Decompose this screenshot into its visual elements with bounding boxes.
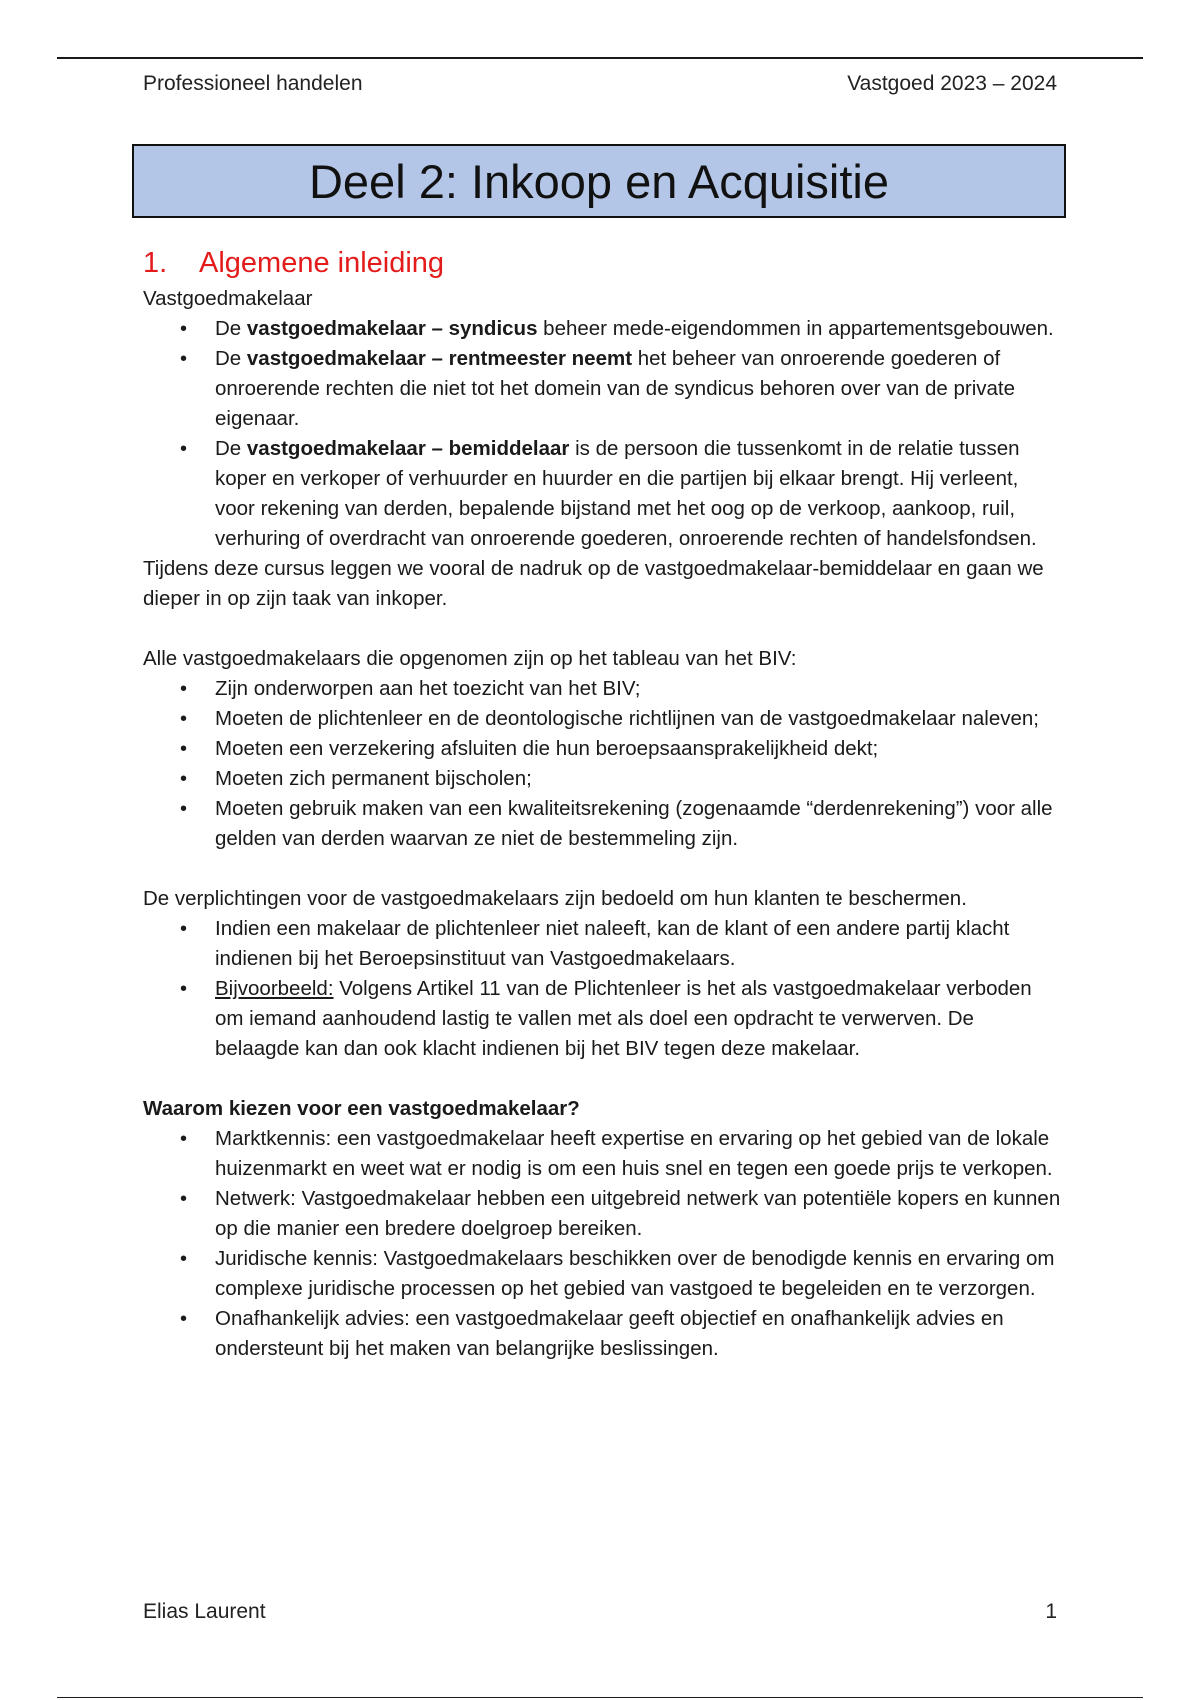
document-body xyxy=(143,244,1063,1364)
obligation-item: • Bijvoorbeeld: Volgens Artikel 11 van de Plichtenleer is het als vastgoedmakelaar verboden om iemand aanhoudend lastig te vallen met als doel een opdracht te verwerven. De belaagde kan dan ook klacht indienen bij het BIV tegen deze makelaar. xyxy=(215,974,1063,1064)
biv-item: • Moeten zich permanent bijscholen; xyxy=(215,764,1063,794)
header-rule xyxy=(57,57,1143,59)
why-item: • Marktkennis: een vastgoedmakelaar heeft expertise en ervaring op het gebied van de lokale huizenmarkt en weet wat er nodig is om een huis snel en tegen een goede prijs te verkopen. xyxy=(215,1124,1063,1184)
biv-item: • Moeten gebruik maken van een kwaliteitsrekening (zogenaamde “derdenrekening”) voor alle gelden van derden waarvan ze niet de bestemmeling zijn. xyxy=(215,794,1063,854)
role-item: • De vastgoedmakelaar – rentmeester neemt het beheer van onroerende goederen of onroerende rechten die niet tot het domein van de syndicus behoren over van de private eigenaar. xyxy=(215,344,1063,434)
biv-list xyxy=(143,674,1063,854)
page-number: 1 xyxy=(1045,1600,1057,1623)
roles-list xyxy=(143,314,1063,554)
obligations-intro: De verplichtingen voor de vastgoedmakelaars zijn bedoeld om hun klanten te beschermen. xyxy=(143,887,967,910)
footer-author: Elias Laurent xyxy=(143,1600,266,1623)
header-year: Vastgoed 2023 – 2024 xyxy=(847,72,1057,95)
obligation-item: • Indien een makelaar de plichtenleer niet naleeft, kan de klant of een andere partij klacht indienen bij het Beroepsinstituut van Vastgoedmakelaars. xyxy=(215,914,1063,974)
biv-item: • Moeten de plichtenleer en de deontologische richtlijnen van de vastgoedmakelaar naleven; xyxy=(215,704,1063,734)
obligations-list xyxy=(143,914,1063,1064)
role-item: • De vastgoedmakelaar – bemiddelaar is de persoon die tussenkomt in de relatie tussen koper en verkoper of verhuurder en huurder en die partijen bij elkaar brengt. Hij verleent, voor rekening van derden, bepalende bijstand met het oog op de verkoop, aankoop, ruil, verhuring of overdracht van onroerende goederen, onroerende rechten of handelsfondsen. xyxy=(215,434,1063,554)
section-number: 1. xyxy=(143,247,168,279)
intro-label: Vastgoedmakelaar xyxy=(143,287,313,310)
course-focus-paragraph: Tijdens deze cursus leggen we vooral de nadruk op de vastgoedmakelaar-bemiddelaar en gaan we dieper in op zijn taak van inkoper. xyxy=(143,557,1044,610)
role-item: • De vastgoedmakelaar – syndicus beheer mede-eigendommen in appartementsgebouwen. xyxy=(215,314,1063,344)
why-item: • Onafhankelijk advies: een vastgoedmakelaar geeft objectief en onafhankelijk advies en ondersteunt bij het maken van belangrijke beslissingen. xyxy=(215,1304,1063,1364)
why-item: • Juridische kennis: Vastgoedmakelaars beschikken over de benodigde kennis en ervaring om complexe juridische processen op het gebied van vastgoed te begeleiden en te verzorgen. xyxy=(215,1244,1063,1304)
why-heading: Waarom kiezen voor een vastgoedmakelaar? xyxy=(143,1097,580,1120)
biv-item: • Moeten een verzekering afsluiten die hun beroepsaansprakelijkheid dekt; xyxy=(215,734,1063,764)
section-heading xyxy=(143,244,1063,282)
section-title: Algemene inleiding xyxy=(199,247,445,279)
why-item: • Netwerk: Vastgoedmakelaar hebben een uitgebreid netwerk van potentiële kopers en kunnen op die manier een bredere doelgroep bereiken. xyxy=(215,1184,1063,1244)
biv-item: • Zijn onderworpen aan het toezicht van het BIV; xyxy=(215,674,1063,704)
page-title: Deel 2: Inkoop en Acquisitie xyxy=(132,144,1066,218)
footer-rule xyxy=(57,1697,1143,1698)
biv-intro: Alle vastgoedmakelaars die opgenomen zijn op het tableau van het BIV: xyxy=(143,647,797,670)
why-list xyxy=(143,1124,1063,1364)
header-course: Professioneel handelen xyxy=(143,72,363,95)
